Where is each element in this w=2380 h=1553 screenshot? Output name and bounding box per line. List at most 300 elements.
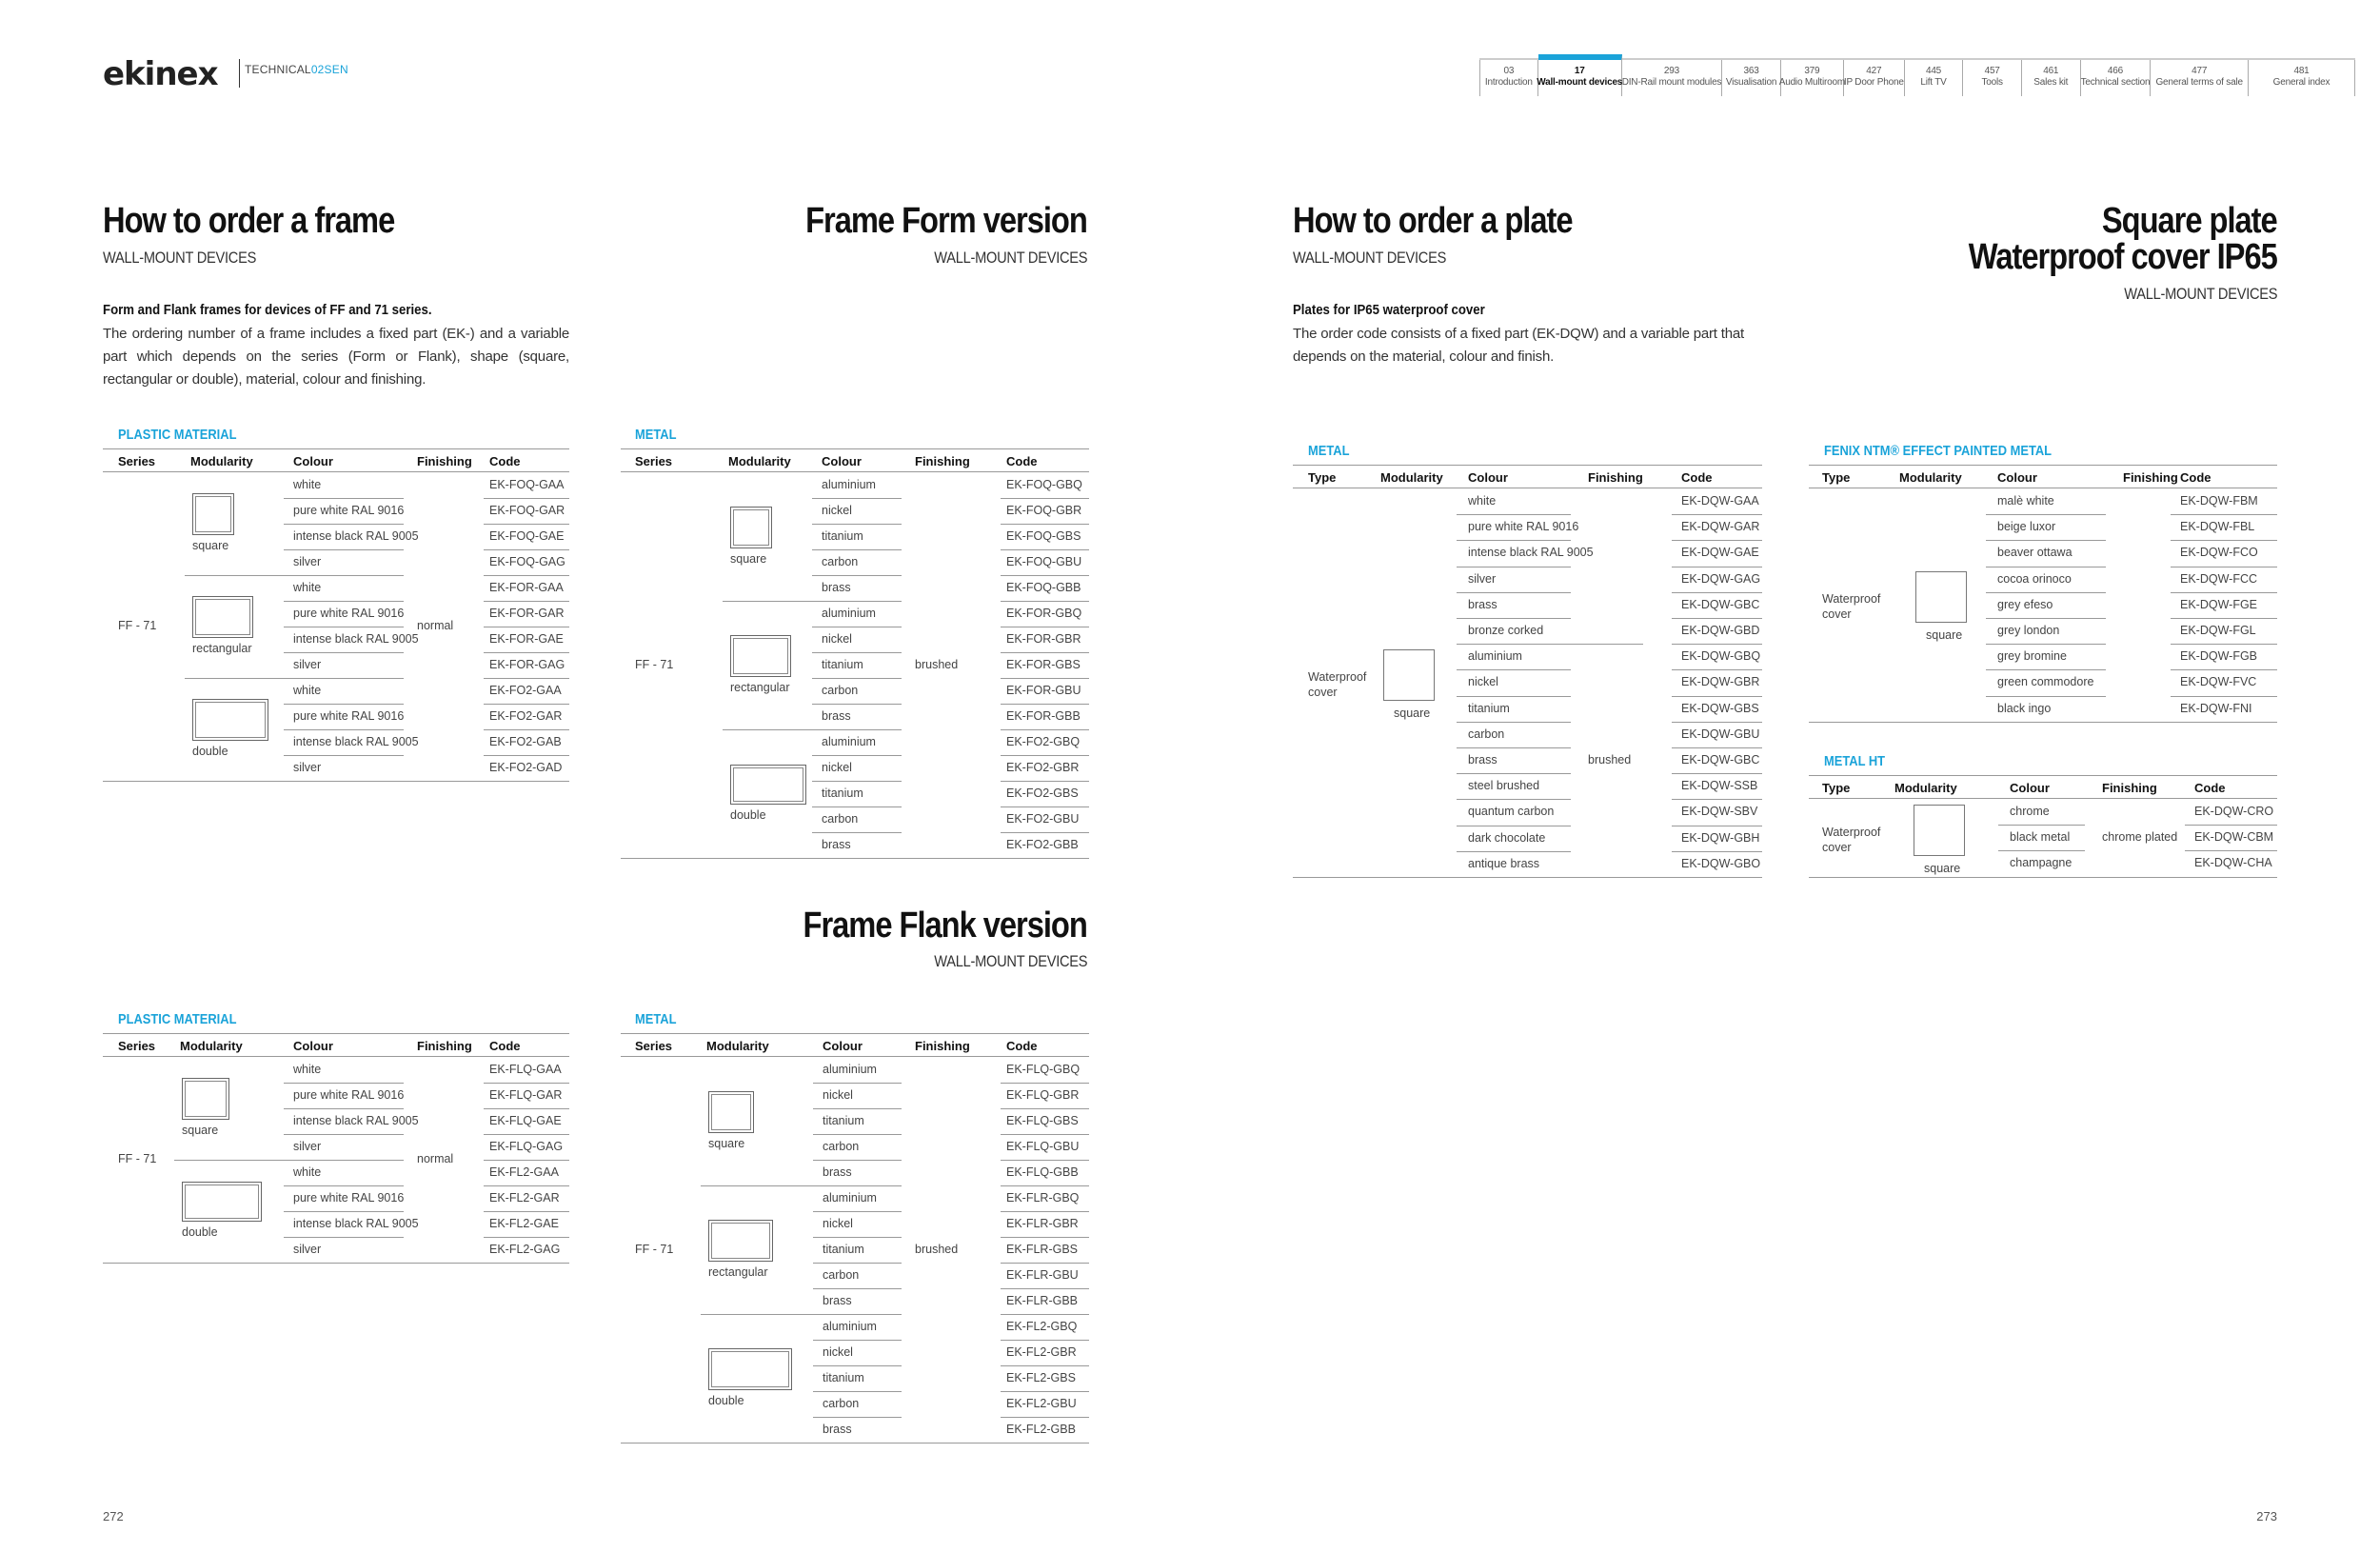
page-number-left: 272 (103, 1509, 124, 1523)
table-row (621, 1288, 1089, 1314)
modularity-label: double (730, 807, 766, 822)
colour-cell: brass (822, 709, 851, 723)
table-row (621, 1237, 1089, 1263)
modularity-label: rectangular (192, 642, 252, 655)
table-row (621, 1108, 1089, 1134)
colour-cell: carbon (822, 812, 859, 826)
modularity-label: rectangular (730, 680, 790, 694)
colour-cell: intense black RAL 9005 (293, 632, 419, 646)
header-colour: Colour (1997, 470, 2037, 485)
code-cell: EK-FL2-GAG (489, 1243, 561, 1256)
table-row (103, 627, 569, 652)
nav-item-audio-multiroom[interactable] (1778, 60, 1845, 96)
header-modularity: Modularity (1894, 781, 1957, 795)
table-row (621, 549, 1089, 575)
colour-cell: carbon (823, 1397, 860, 1410)
code-cell: EK-FL2-GBQ (1006, 1320, 1078, 1333)
colour-cell: titanium (822, 658, 863, 671)
header-colour: Colour (1468, 470, 1508, 485)
frame-double-icon (192, 699, 268, 741)
code-cell: EK-DQW-FCC (2180, 571, 2258, 586)
frame-square-icon (708, 1091, 754, 1133)
code-cell: EK-FL2-GAA (489, 1165, 559, 1179)
colour-cell: pure white RAL 9016 (293, 607, 405, 620)
plate-intro-heading: Plates for IP65 waterproof cover (1293, 302, 1485, 318)
modularity-label: square (182, 1124, 219, 1137)
nav-item-label: General index (2272, 77, 2330, 88)
code-cell: EK-FLQ-GAA (489, 1063, 562, 1076)
nav-item-label: Wall-mount devices (1537, 77, 1623, 88)
colour-cell: titanium (822, 786, 863, 800)
code-cell: EK-DQW-GAG (1681, 571, 1761, 586)
nav-item-din-rail-mount-modules[interactable] (1622, 60, 1723, 96)
form-metal-label: METAL (635, 427, 677, 443)
table-row (621, 1134, 1089, 1160)
colour-cell: aluminium (823, 1191, 877, 1205)
colour-cell: pure white RAL 9016 (1468, 520, 1579, 534)
table-row (103, 729, 569, 755)
finishing-cell: normal (417, 619, 454, 632)
table-row (103, 472, 569, 498)
table-row (1293, 488, 1762, 514)
nav-item-label: Sales kit (2033, 77, 2069, 88)
code-cell: EK-FL2-GAE (489, 1217, 559, 1230)
colour-cell: grey london (1997, 624, 2060, 637)
colour-cell: beaver ottawa (1997, 546, 2073, 560)
colour-cell: nickel (823, 1088, 853, 1102)
colour-cell: white (293, 684, 322, 697)
colour-cell: aluminium (822, 607, 876, 620)
table-header (621, 1033, 1089, 1057)
table-row (103, 524, 569, 549)
header-series: Series (635, 454, 673, 468)
nav-item-visualisation[interactable] (1722, 60, 1781, 96)
modularity-label: square (1924, 861, 1961, 875)
code-cell: EK-FL2-GAR (489, 1191, 560, 1205)
table-header (1809, 465, 2277, 488)
form-version-title: Frame Form version (805, 201, 1087, 241)
code-cell: EK-FOQ-GAE (489, 529, 565, 543)
nav-item-number: 293 (1663, 66, 1680, 76)
colour-cell: silver (293, 761, 322, 774)
header-series: Series (118, 1039, 156, 1053)
header-modularity: Modularity (706, 1039, 769, 1053)
colour-cell: silver (1468, 571, 1497, 586)
code-cell: EK-DQW-CRO (2194, 805, 2274, 818)
colour-cell: aluminium (1468, 649, 1522, 664)
header-colour: Colour (293, 1039, 333, 1053)
table-row (1293, 851, 1762, 877)
colour-cell: brass (823, 1165, 852, 1179)
frame-rectangular-icon (730, 635, 791, 677)
code-cell: EK-FO2-GBS (1006, 786, 1079, 800)
code-cell: EK-FO2-GBB (1006, 838, 1079, 851)
type-cell: Waterproof cover (1822, 592, 1881, 622)
table-header (621, 448, 1089, 472)
table-row (621, 781, 1089, 806)
code-cell: EK-FO2-GAB (489, 735, 562, 748)
code-cell: EK-DQW-CHA (2194, 856, 2272, 870)
code-cell: EK-FO2-GAR (489, 709, 563, 723)
type-cell: Waterproof cover (1822, 825, 1881, 854)
series-cell: FF - 71 (118, 619, 157, 632)
colour-cell: chrome (2010, 805, 2050, 818)
table-row (1809, 696, 2277, 722)
code-cell: EK-FOR-GBR (1006, 632, 1081, 646)
colour-cell: intense black RAL 9005 (293, 1217, 419, 1230)
code-cell: EK-DQW-FGB (2180, 649, 2258, 664)
header-modularity: Modularity (728, 454, 791, 468)
chapter-nav (1479, 58, 2355, 96)
square-plate-title: Square plate (2102, 201, 2277, 241)
table-row (1293, 722, 1762, 747)
table-row (1809, 644, 2277, 669)
nav-item-label: Technical section (2080, 77, 2151, 88)
table-row (621, 1211, 1089, 1237)
colour-cell: white (293, 1063, 322, 1076)
header-series: Series (635, 1039, 673, 1053)
colour-cell: white (293, 1165, 322, 1179)
colour-cell: aluminium (822, 735, 876, 748)
header-modularity: Modularity (1380, 470, 1443, 485)
table-row (1293, 592, 1762, 618)
nav-item-tools[interactable] (1963, 60, 2022, 96)
colour-cell: nickel (822, 632, 852, 646)
header-colour: Colour (822, 454, 862, 468)
header-code: Code (1006, 1039, 1038, 1053)
colour-cell: intense black RAL 9005 (293, 529, 419, 543)
code-cell: EK-DQW-GAR (1681, 520, 1760, 534)
code-cell: EK-FOR-GAE (489, 632, 564, 646)
table-row (621, 1083, 1089, 1108)
page-number-right: 273 (2256, 1509, 2277, 1523)
colour-cell: pure white RAL 9016 (293, 504, 405, 517)
code-cell: EK-FLR-GBQ (1006, 1191, 1080, 1205)
table-row (1293, 540, 1762, 566)
colour-cell: intense black RAL 9005 (293, 1114, 419, 1127)
plate-page-subtitle: WALL-MOUNT DEVICES (1293, 249, 1447, 267)
table-row (103, 1211, 569, 1237)
nav-item-label: Lift TV (1920, 77, 1947, 88)
table-row (103, 1237, 569, 1263)
nav-item-sales-kit[interactable] (2022, 60, 2081, 96)
flank-plastic-label: PLASTIC MATERIAL (118, 1011, 237, 1027)
table-row (1293, 567, 1762, 592)
code-cell: EK-FLQ-GBQ (1006, 1063, 1081, 1076)
table-row (103, 1134, 569, 1160)
modularity-label: square (192, 539, 229, 552)
table-row (621, 1160, 1089, 1185)
code-cell: EK-FOQ-GBQ (1006, 478, 1082, 491)
nav-item-wall-mount-devices[interactable] (1538, 54, 1622, 96)
colour-cell: nickel (822, 504, 852, 517)
nav-item-general-terms-of-sale[interactable] (2151, 60, 2249, 96)
table-row (103, 1108, 569, 1134)
colour-cell: pure white RAL 9016 (293, 1191, 405, 1205)
code-cell: EK-FO2-GAD (489, 761, 563, 774)
frame-square-icon (192, 493, 234, 535)
header-finishing: Finishing (915, 454, 970, 468)
code-cell: EK-FO2-GBR (1006, 761, 1080, 774)
frame-double-icon (730, 765, 806, 805)
code-cell: EK-FO2-GBU (1006, 812, 1080, 826)
table-row (621, 575, 1089, 601)
code-cell: EK-DQW-SBV (1681, 805, 1758, 819)
page-title: How to order a frame (103, 201, 395, 241)
table-row (621, 1391, 1089, 1417)
colour-cell: green commodore (1997, 675, 2094, 689)
code-cell: EK-DQW-GBU (1681, 727, 1760, 741)
table-header (103, 1033, 569, 1057)
frame-double-icon (708, 1348, 792, 1390)
colour-cell: nickel (822, 761, 852, 774)
code-cell: EK-FO2-GBQ (1006, 735, 1081, 748)
plate-page-title: How to order a plate (1293, 201, 1573, 241)
header-finishing: Finishing (1588, 470, 1643, 485)
colour-cell: grey efeso (1997, 597, 2053, 611)
table-row (621, 1314, 1089, 1340)
modularity-label: square (1394, 707, 1431, 720)
nav-item-number: 457 (1984, 66, 2000, 76)
table-row (103, 1185, 569, 1211)
code-cell: EK-DQW-GBD (1681, 624, 1760, 637)
header-code: Code (1681, 470, 1713, 485)
table-row (621, 524, 1089, 549)
frame-double-icon (182, 1182, 262, 1222)
code-cell: EK-FL2-GBS (1006, 1371, 1076, 1384)
nav-item-label: Introduction (1484, 77, 1533, 88)
colour-cell: titanium (823, 1371, 864, 1384)
colour-cell: titanium (823, 1114, 864, 1127)
modularity-label: double (192, 745, 228, 758)
code-cell: EK-FLQ-GBS (1006, 1114, 1079, 1127)
table-row (103, 1083, 569, 1108)
colour-cell: titanium (822, 529, 863, 543)
colour-cell: dark chocolate (1468, 830, 1546, 845)
header-modularity: Modularity (1899, 470, 1962, 485)
table-bottom-line (1293, 877, 1762, 878)
frame-square-icon (182, 1078, 229, 1120)
code-cell: EK-DQW-SSB (1681, 779, 1758, 793)
nav-item-number: 03 (1503, 66, 1515, 76)
intro-heading: Form and Flank frames for devices of FF and 71 series. (103, 302, 432, 318)
table-row (103, 678, 569, 704)
frame-rectangular-icon (192, 596, 253, 638)
colour-cell: silver (293, 1243, 322, 1256)
code-cell: EK-FOR-GBU (1006, 684, 1081, 697)
colour-cell: black ingo (1997, 701, 2052, 715)
table-bottom-line (621, 858, 1089, 859)
colour-cell: beige luxor (1997, 520, 2056, 534)
table-row (103, 704, 569, 729)
colour-cell: nickel (823, 1217, 853, 1230)
header-code: Code (489, 454, 521, 468)
svg-text:ekinex: ekinex (103, 55, 218, 93)
header-modularity: Modularity (180, 1039, 243, 1053)
flank-metal-table (621, 1033, 1089, 1436)
colour-cell: aluminium (823, 1320, 877, 1333)
ekinex-logo (103, 53, 236, 95)
code-cell: EK-DQW-FCO (2180, 546, 2258, 560)
header-type: Type (1822, 781, 1851, 795)
table-row (621, 601, 1089, 627)
colour-cell: brass (823, 1294, 852, 1307)
nav-item-number: 466 (2107, 66, 2123, 76)
code-cell: EK-DQW-GBC (1681, 753, 1760, 767)
nav-item-lift-tv[interactable] (1905, 60, 1964, 96)
header-series: Series (118, 454, 156, 468)
nav-item-number: 379 (1804, 66, 1820, 76)
colour-cell: carbon (823, 1140, 860, 1153)
table-row (1293, 799, 1762, 825)
code-cell: EK-FLQ-GBR (1006, 1088, 1080, 1102)
table-row (621, 472, 1089, 498)
nav-item-number: 461 (2043, 66, 2059, 76)
series-cell: FF - 71 (635, 657, 674, 671)
code-cell: EK-FLQ-GAE (489, 1114, 562, 1127)
header-modularity: Modularity (190, 454, 253, 468)
table-row (1293, 747, 1762, 773)
plate-metal-ht-label: METAL HT (1824, 753, 1886, 769)
colour-cell: white (293, 478, 322, 491)
table-row (621, 832, 1089, 858)
finishing-cell: brushed (1588, 752, 1632, 767)
form-metal-table (621, 448, 1089, 851)
code-cell: EK-DQW-GBH (1681, 830, 1760, 845)
colour-cell: carbon (822, 555, 859, 568)
brand-tagline: TECHNICAL02SEN (245, 63, 348, 76)
flank-metal-label: METAL (635, 1011, 677, 1027)
code-cell: EK-DQW-CBM (2194, 830, 2274, 845)
plate-square-icon (1383, 649, 1435, 701)
nav-item-number: 427 (1866, 66, 1882, 76)
header-code: Code (489, 1039, 521, 1053)
table-header (103, 448, 569, 472)
colour-cell: silver (293, 658, 322, 671)
colour-cell: carbon (822, 684, 859, 697)
table-row (1293, 773, 1762, 799)
table-row (1293, 826, 1762, 851)
form-plastic-label: PLASTIC MATERIAL (118, 427, 237, 443)
code-cell: EK-FLQ-GAR (489, 1088, 563, 1102)
table-row (103, 549, 569, 575)
nav-item-number: 363 (1743, 66, 1759, 76)
waterproof-cover-title: Waterproof cover IP65 (1969, 237, 2277, 277)
flank-version-subtitle: WALL-MOUNT DEVICES (933, 952, 1087, 970)
flank-version-title: Frame Flank version (803, 906, 1087, 946)
colour-cell: brass (822, 838, 851, 851)
code-cell: EK-FO2-GAA (489, 684, 562, 697)
colour-cell: black metal (2010, 830, 2071, 845)
header-colour: Colour (293, 454, 333, 468)
table-row (103, 1160, 569, 1185)
code-cell: EK-DQW-FVC (2180, 675, 2257, 689)
modularity-label: double (182, 1225, 218, 1239)
code-cell: EK-FLQ-GAG (489, 1140, 564, 1153)
colour-cell: silver (293, 555, 322, 568)
code-cell: EK-DQW-GBR (1681, 675, 1760, 689)
nav-item-general-index[interactable] (2249, 60, 2355, 96)
nav-item-label: IP Door Phone (1843, 77, 1904, 88)
table-row (1293, 618, 1762, 644)
colour-cell: titanium (1468, 701, 1510, 715)
code-cell: EK-FOQ-GBS (1006, 529, 1081, 543)
colour-cell: carbon (823, 1268, 860, 1282)
table-row (1293, 514, 1762, 540)
table-row (103, 652, 569, 678)
code-cell: EK-FLR-GBB (1006, 1294, 1079, 1307)
code-cell: EK-FOR-GAA (489, 581, 564, 594)
colour-cell: cocoa orinoco (1997, 571, 2072, 586)
table-row (621, 1340, 1089, 1365)
header-colour: Colour (2010, 781, 2050, 795)
colour-cell: aluminium (823, 1063, 877, 1076)
colour-cell: malè white (1997, 494, 2054, 508)
table-row (103, 601, 569, 627)
code-cell: EK-FL2-GBB (1006, 1423, 1076, 1436)
code-cell: EK-FOQ-GAG (489, 555, 565, 568)
plate-square-icon (1915, 571, 1967, 623)
finishing-cell: brushed (915, 1242, 959, 1256)
nav-item-label: DIN-Rail mount modules (1621, 77, 1722, 88)
nav-item-number: 481 (2293, 66, 2310, 76)
table-header (1809, 775, 2277, 799)
code-cell: EK-DQW-FNI (2180, 701, 2252, 715)
colour-cell: brass (822, 581, 851, 594)
table-row (621, 755, 1089, 781)
colour-cell: quantum carbon (1468, 805, 1555, 819)
frame-square-icon (730, 507, 772, 548)
table-bottom-line (103, 781, 569, 782)
nav-item-label: Visualisation (1725, 77, 1777, 88)
header-finishing: Finishing (2102, 781, 2157, 795)
colour-cell: nickel (1468, 675, 1498, 689)
code-cell: EK-FLR-GBS (1006, 1243, 1079, 1256)
table-row (621, 627, 1089, 652)
table-row (621, 1057, 1089, 1083)
nav-item-technical-section[interactable] (2081, 60, 2152, 96)
header-code: Code (2180, 470, 2211, 485)
series-cell: FF - 71 (118, 1152, 157, 1165)
type-cell: Waterproof cover (1308, 670, 1367, 699)
code-cell: EK-DQW-GBC (1681, 597, 1760, 611)
nav-item-ip-door-phone[interactable] (1844, 60, 1905, 96)
colour-cell: champagne (2010, 856, 2073, 870)
header-colour: Colour (823, 1039, 863, 1053)
code-cell: EK-FOQ-GBR (1006, 504, 1082, 517)
code-cell: EK-DQW-FGL (2180, 624, 2256, 637)
colour-cell: nickel (823, 1345, 853, 1359)
plate-metal-ht-table (1809, 775, 2277, 875)
frame-rectangular-icon (708, 1220, 773, 1262)
code-cell: EK-FOQ-GBB (1006, 581, 1081, 594)
modularity-label: square (730, 551, 767, 566)
table-row (103, 1057, 569, 1083)
code-cell: EK-FLQ-GBB (1006, 1165, 1079, 1179)
nav-item-introduction[interactable] (1479, 60, 1538, 96)
colour-cell: intense black RAL 9005 (1468, 546, 1594, 560)
colour-cell: brass (1468, 597, 1497, 611)
code-cell: EK-FOR-GAG (489, 658, 565, 671)
header-finishing: Finishing (417, 1039, 472, 1053)
modularity-label: square (1926, 628, 1963, 643)
flank-plastic-table (103, 1033, 569, 1256)
table-bottom-line (1809, 722, 2277, 723)
code-cell: EK-FOQ-GAA (489, 478, 565, 491)
modularity-label: square (708, 1136, 745, 1150)
table-row (621, 1365, 1089, 1391)
table-row (103, 755, 569, 781)
